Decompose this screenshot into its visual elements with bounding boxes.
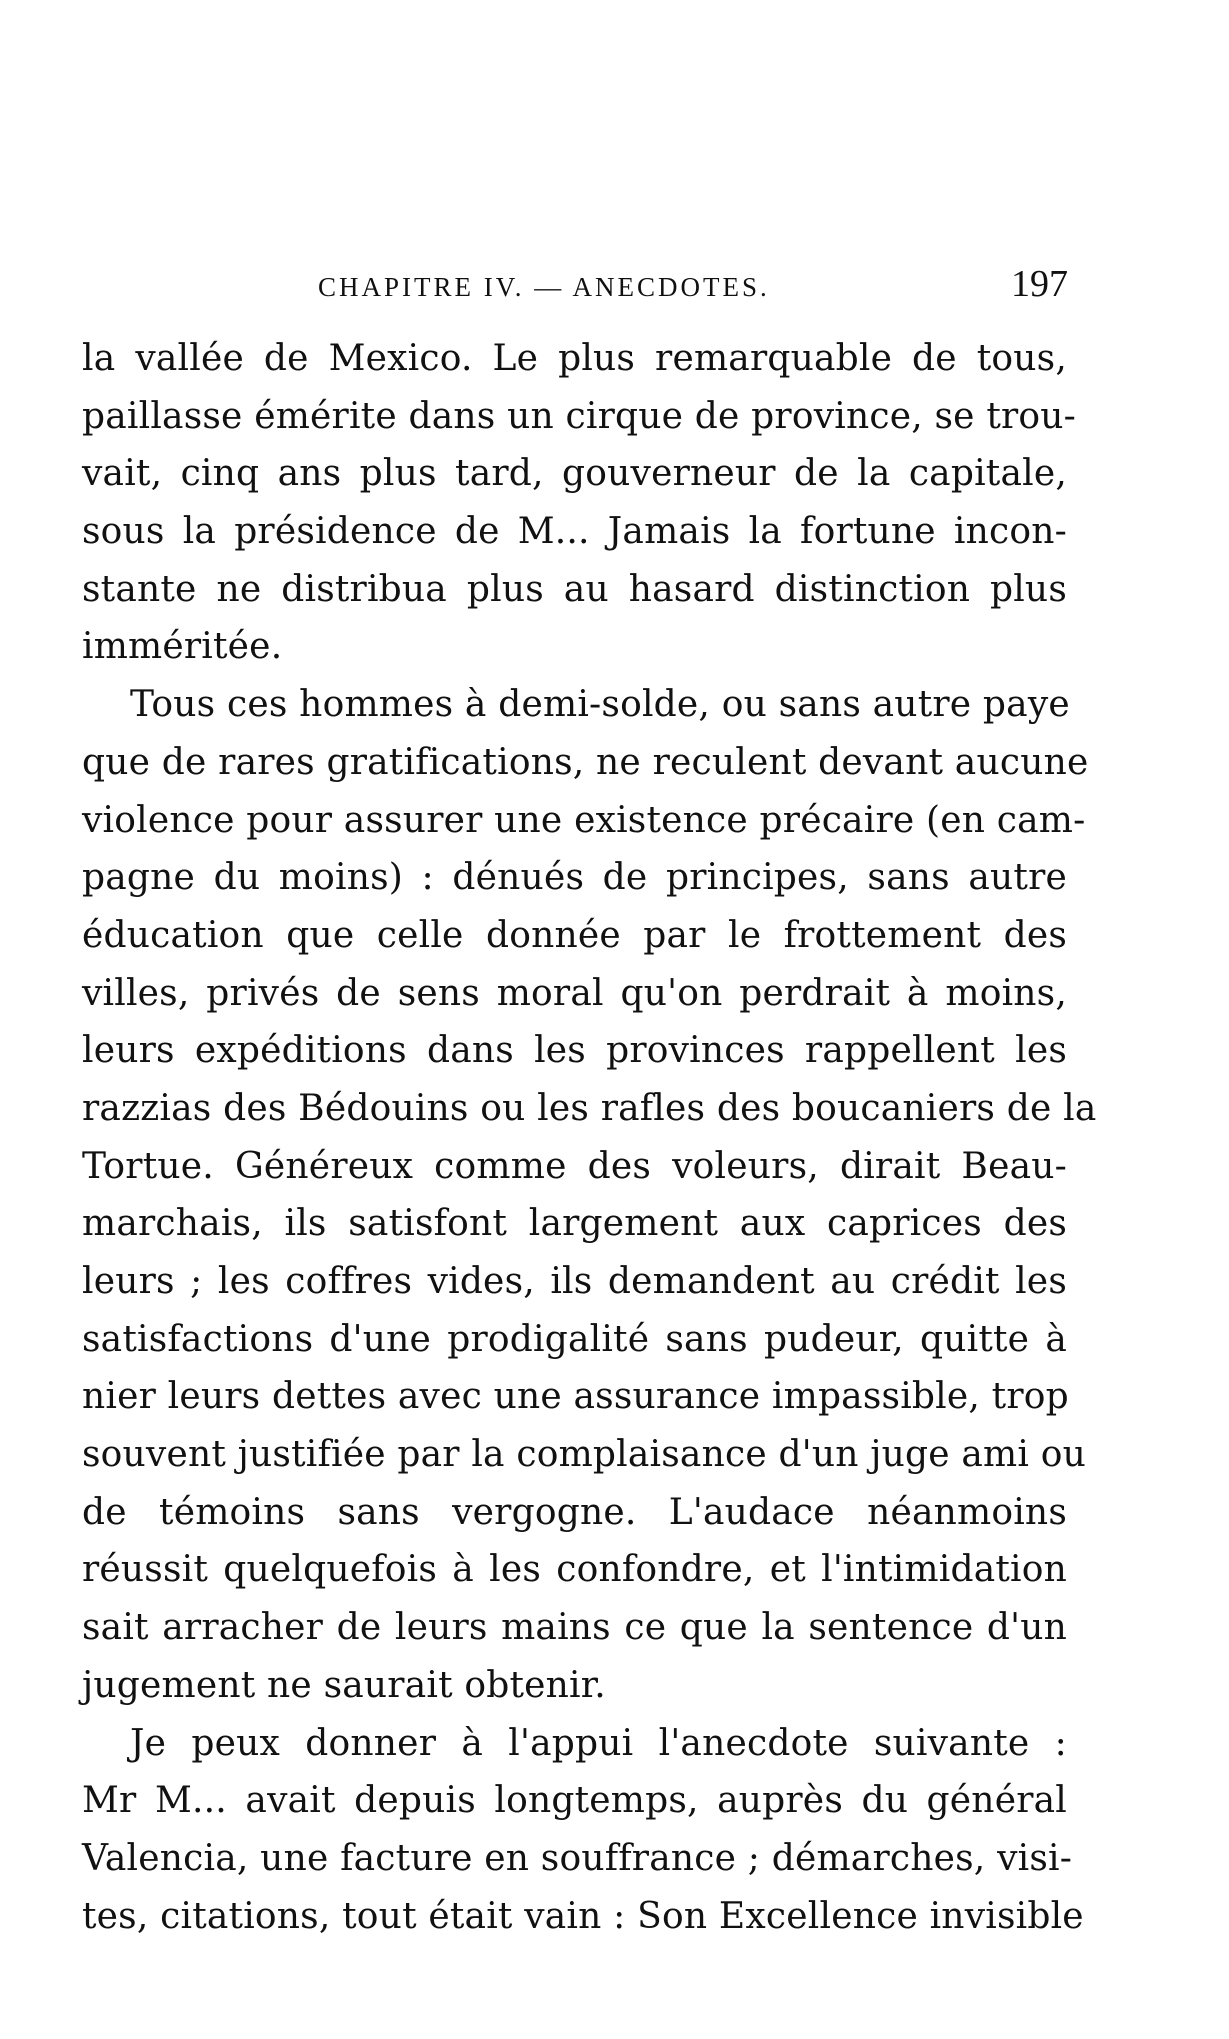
text-line: violence pour assurer une existence précaire (en cam- xyxy=(82,799,1086,841)
text-line: villes, privés de sens moral qu'on perdrait à moins, xyxy=(82,972,1067,1014)
paragraph xyxy=(82,676,1097,1714)
body-text xyxy=(82,330,1097,1945)
text-line: razzias des Bédouins ou les rafles des boucaniers de la xyxy=(82,1087,1097,1129)
text-line: tes, citations, tout était vain : Son Excellence invisible xyxy=(82,1895,1084,1937)
text-line: marchais, ils satisfont largement aux caprices des xyxy=(82,1203,1067,1245)
text-line: vait, cinq ans plus tard, gouverneur de la capitale, xyxy=(82,453,1067,495)
text-line: pagne du moins) : dénués de principes, sans autre xyxy=(82,857,1067,899)
text-line: Mr M... avait depuis longtemps, auprès du général xyxy=(82,1780,1067,1822)
text-line: paillasse émérite dans un cirque de province, se trou- xyxy=(82,395,1077,437)
text-line: réussit quelquefois à les confondre, et l'intimidation xyxy=(82,1549,1067,1591)
text-line: leurs expéditions dans les provinces rappellent les xyxy=(82,1030,1067,1072)
text-line: la vallée de Mexico. Le plus remarquable de tous, xyxy=(82,338,1067,379)
text-line: jugement ne saurait obtenir. xyxy=(82,1664,606,1706)
text-line: Valencia, une facture en souffrance ; démarches, visi- xyxy=(82,1837,1073,1879)
page-number: 197 xyxy=(1011,263,1068,305)
text-line: de témoins sans vergogne. L'audace néanmoins xyxy=(82,1491,1067,1533)
running-head xyxy=(88,262,1068,312)
paragraph xyxy=(82,1715,1084,1946)
text-line: satisfactions d'une prodigalité sans pudeur, quitte à xyxy=(82,1318,1067,1360)
text-line: Tous ces hommes à demi-solde, ou sans autre paye xyxy=(130,684,1070,726)
text-line: sait arracher de leurs mains ce que la sentence d'un xyxy=(82,1607,1067,1649)
text-line: Tortue. Généreux comme des voleurs, dirait Beau- xyxy=(82,1145,1067,1187)
text-line: imméritée. xyxy=(82,626,283,668)
text-line: stante ne distribua plus au hasard distinction plus xyxy=(82,568,1067,610)
text-line: nier leurs dettes avec une assurance impassible, trop xyxy=(82,1376,1069,1418)
text-line: Je peux donner à l'appui l'anecdote suivante : xyxy=(130,1722,1067,1764)
text-line: éducation que celle donnée par le frottement des xyxy=(82,914,1067,956)
text-line: leurs ; les coffres vides, ils demandent au crédit les xyxy=(82,1261,1067,1302)
text-line: sous la présidence de M... Jamais la fortune incon- xyxy=(82,511,1067,553)
paragraph xyxy=(82,330,1077,676)
text-line: que de rares gratifications, ne reculent devant aucune xyxy=(82,741,1089,783)
text-line: souvent justifiée par la complaisance d'un juge ami ou xyxy=(82,1434,1086,1476)
running-title: CHAPITRE IV. — ANECDOTES. xyxy=(318,272,770,302)
